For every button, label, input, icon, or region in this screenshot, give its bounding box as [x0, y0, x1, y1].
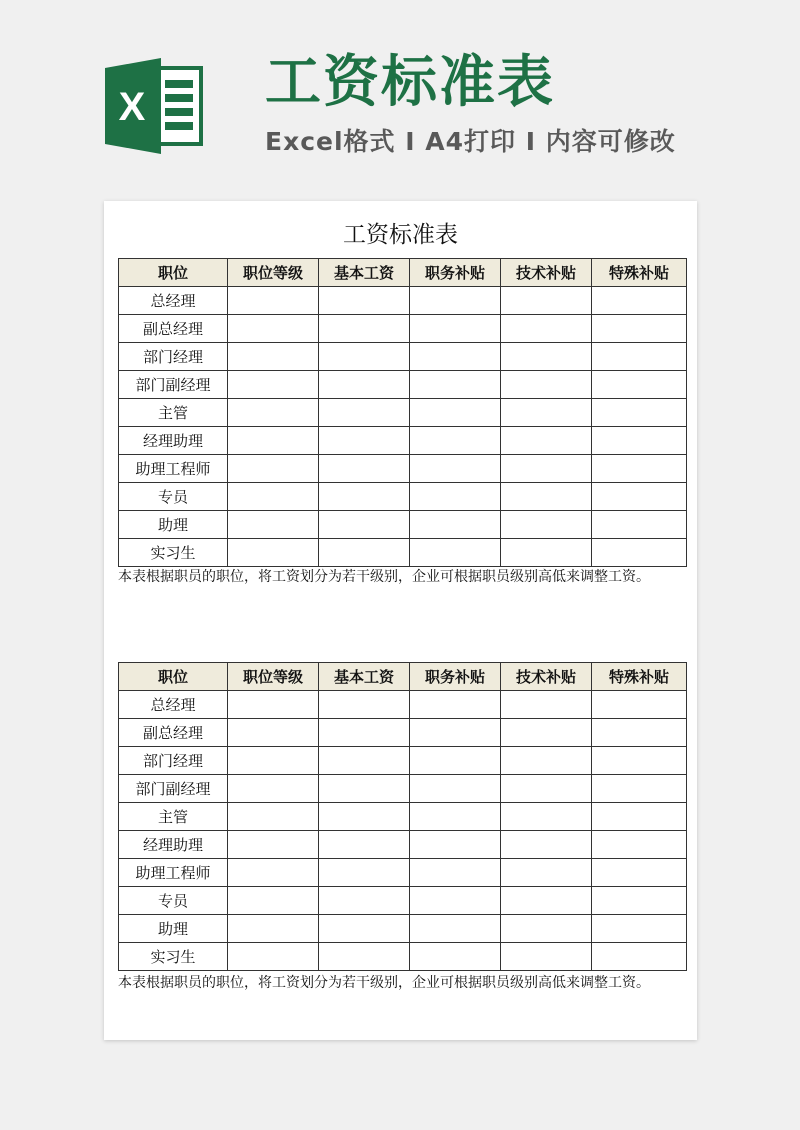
value-cell[interactable] [228, 775, 319, 803]
column-header: 职位等级 [228, 663, 319, 691]
value-cell[interactable] [228, 511, 319, 539]
table-row [119, 775, 687, 803]
value-cell[interactable] [319, 427, 410, 455]
value-cell[interactable] [410, 511, 501, 539]
value-cell[interactable] [592, 859, 687, 887]
value-cell[interactable] [319, 371, 410, 399]
excel-logo-icon [105, 58, 205, 154]
column-header: 职位 [119, 663, 228, 691]
value-cell[interactable] [501, 803, 592, 831]
value-cell[interactable] [319, 943, 410, 971]
value-cell[interactable] [410, 775, 501, 803]
column-header: 职位等级 [228, 259, 319, 287]
column-header: 职务补贴 [410, 259, 501, 287]
value-cell[interactable] [592, 427, 687, 455]
value-cell[interactable] [501, 455, 592, 483]
value-cell[interactable] [592, 287, 687, 315]
position-cell[interactable]: 部门副经理 [119, 371, 228, 399]
value-cell[interactable] [319, 887, 410, 915]
value-cell[interactable] [228, 371, 319, 399]
value-cell[interactable] [592, 539, 687, 567]
value-cell[interactable] [228, 915, 319, 943]
value-cell[interactable] [410, 343, 501, 371]
banner-subtitle: Excel格式 I A4打印 I 内容可修改 [265, 127, 676, 156]
sheet-page [104, 201, 697, 1040]
position-cell[interactable]: 总经理 [119, 691, 228, 719]
value-cell[interactable] [319, 511, 410, 539]
column-header: 职位 [119, 259, 228, 287]
value-cell[interactable] [410, 915, 501, 943]
value-cell[interactable] [228, 539, 319, 567]
value-cell[interactable] [228, 747, 319, 775]
position-cell[interactable]: 助理工程师 [119, 859, 228, 887]
position-cell[interactable]: 部门经理 [119, 343, 228, 371]
value-cell[interactable] [501, 887, 592, 915]
value-cell[interactable] [410, 315, 501, 343]
value-cell[interactable] [501, 343, 592, 371]
value-cell[interactable] [228, 315, 319, 343]
position-cell[interactable]: 经理助理 [119, 427, 228, 455]
table-row [119, 427, 687, 455]
salary-table-1 [118, 258, 687, 567]
value-cell[interactable] [501, 427, 592, 455]
table-row [119, 915, 687, 943]
position-cell[interactable]: 实习生 [119, 943, 228, 971]
value-cell[interactable] [319, 287, 410, 315]
value-cell[interactable] [592, 943, 687, 971]
table-row [119, 831, 687, 859]
value-cell[interactable] [592, 803, 687, 831]
value-cell[interactable] [501, 287, 592, 315]
table-row [119, 511, 687, 539]
value-cell[interactable] [592, 719, 687, 747]
value-cell[interactable] [319, 859, 410, 887]
table-row [119, 747, 687, 775]
value-cell[interactable] [319, 483, 410, 511]
value-cell[interactable] [228, 859, 319, 887]
table-row [119, 859, 687, 887]
value-cell[interactable] [228, 943, 319, 971]
table-row [119, 887, 687, 915]
value-cell[interactable] [410, 719, 501, 747]
svg-text:X: X [118, 85, 146, 129]
table-row [119, 287, 687, 315]
position-cell[interactable]: 专员 [119, 483, 228, 511]
table-row [119, 455, 687, 483]
position-cell[interactable]: 副总经理 [119, 315, 228, 343]
sheet-title: 工资标准表 [343, 222, 458, 248]
value-cell[interactable] [319, 719, 410, 747]
value-cell[interactable] [592, 747, 687, 775]
value-cell[interactable] [319, 691, 410, 719]
table-row [119, 483, 687, 511]
value-cell[interactable] [592, 483, 687, 511]
table-row [119, 943, 687, 971]
value-cell[interactable] [410, 371, 501, 399]
value-cell[interactable] [228, 719, 319, 747]
value-cell[interactable] [228, 887, 319, 915]
position-cell[interactable]: 助理 [119, 511, 228, 539]
table-header-row [119, 259, 687, 287]
value-cell[interactable] [592, 455, 687, 483]
value-cell[interactable] [228, 455, 319, 483]
position-cell[interactable]: 部门副经理 [119, 775, 228, 803]
value-cell[interactable] [410, 887, 501, 915]
banner [0, 0, 800, 190]
value-cell[interactable] [592, 343, 687, 371]
value-cell[interactable] [410, 943, 501, 971]
value-cell[interactable] [501, 719, 592, 747]
value-cell[interactable] [319, 455, 410, 483]
column-header: 特殊补贴 [592, 259, 687, 287]
table-row [119, 399, 687, 427]
value-cell[interactable] [228, 427, 319, 455]
value-cell[interactable] [501, 859, 592, 887]
value-cell[interactable] [410, 691, 501, 719]
value-cell[interactable] [501, 483, 592, 511]
table-row [119, 803, 687, 831]
value-cell[interactable] [410, 859, 501, 887]
table-header-row [119, 663, 687, 691]
position-cell[interactable]: 专员 [119, 887, 228, 915]
table-row [119, 315, 687, 343]
value-cell[interactable] [319, 539, 410, 567]
column-header: 职务补贴 [410, 663, 501, 691]
value-cell[interactable] [592, 691, 687, 719]
value-cell[interactable] [501, 399, 592, 427]
column-header: 特殊补贴 [592, 663, 687, 691]
value-cell[interactable] [319, 343, 410, 371]
value-cell[interactable] [592, 315, 687, 343]
value-cell[interactable] [319, 775, 410, 803]
position-cell[interactable]: 主管 [119, 399, 228, 427]
position-cell[interactable]: 助理工程师 [119, 455, 228, 483]
value-cell[interactable] [501, 747, 592, 775]
table-row [119, 371, 687, 399]
value-cell[interactable] [319, 399, 410, 427]
value-cell[interactable] [228, 691, 319, 719]
banner-title: 工资标准表 [265, 50, 555, 115]
value-cell[interactable] [410, 399, 501, 427]
value-cell[interactable] [410, 455, 501, 483]
value-cell[interactable] [410, 287, 501, 315]
value-cell[interactable] [319, 315, 410, 343]
position-cell[interactable]: 副总经理 [119, 719, 228, 747]
value-cell[interactable] [501, 315, 592, 343]
value-cell[interactable] [592, 399, 687, 427]
value-cell[interactable] [592, 831, 687, 859]
value-cell[interactable] [592, 887, 687, 915]
value-cell[interactable] [592, 371, 687, 399]
table-note-2: 本表根据职员的职位，将工资划分为若干级别，企业可根据职员级别高低来调整工资。 [118, 975, 650, 991]
value-cell[interactable] [319, 803, 410, 831]
table-row [119, 539, 687, 567]
value-cell[interactable] [319, 831, 410, 859]
value-cell[interactable] [501, 371, 592, 399]
column-header: 技术补贴 [501, 663, 592, 691]
column-header: 基本工资 [319, 663, 410, 691]
position-cell[interactable]: 部门经理 [119, 747, 228, 775]
value-cell[interactable] [228, 831, 319, 859]
value-cell[interactable] [501, 539, 592, 567]
value-cell[interactable] [501, 691, 592, 719]
column-header: 技术补贴 [501, 259, 592, 287]
value-cell[interactable] [592, 915, 687, 943]
value-cell[interactable] [319, 747, 410, 775]
value-cell[interactable] [592, 511, 687, 539]
value-cell[interactable] [410, 427, 501, 455]
table-row [119, 343, 687, 371]
value-cell[interactable] [410, 803, 501, 831]
value-cell[interactable] [501, 831, 592, 859]
position-cell[interactable]: 总经理 [119, 287, 228, 315]
value-cell[interactable] [228, 483, 319, 511]
position-cell[interactable]: 实习生 [119, 539, 228, 567]
value-cell[interactable] [410, 539, 501, 567]
table-row [119, 719, 687, 747]
value-cell[interactable] [410, 483, 501, 511]
value-cell[interactable] [501, 915, 592, 943]
position-cell[interactable]: 主管 [119, 803, 228, 831]
value-cell[interactable] [228, 399, 319, 427]
position-cell[interactable]: 经理助理 [119, 831, 228, 859]
column-header: 基本工资 [319, 259, 410, 287]
value-cell[interactable] [501, 511, 592, 539]
salary-table-2 [118, 662, 687, 971]
value-cell[interactable] [228, 803, 319, 831]
value-cell[interactable] [501, 943, 592, 971]
value-cell[interactable] [410, 831, 501, 859]
value-cell[interactable] [228, 343, 319, 371]
value-cell[interactable] [410, 747, 501, 775]
table-row [119, 691, 687, 719]
value-cell[interactable] [501, 775, 592, 803]
value-cell[interactable] [319, 915, 410, 943]
value-cell[interactable] [228, 287, 319, 315]
value-cell[interactable] [592, 775, 687, 803]
table-note-1: 本表根据职员的职位，将工资划分为若干级别，企业可根据职员级别高低来调整工资。 [118, 569, 650, 585]
position-cell[interactable]: 助理 [119, 915, 228, 943]
